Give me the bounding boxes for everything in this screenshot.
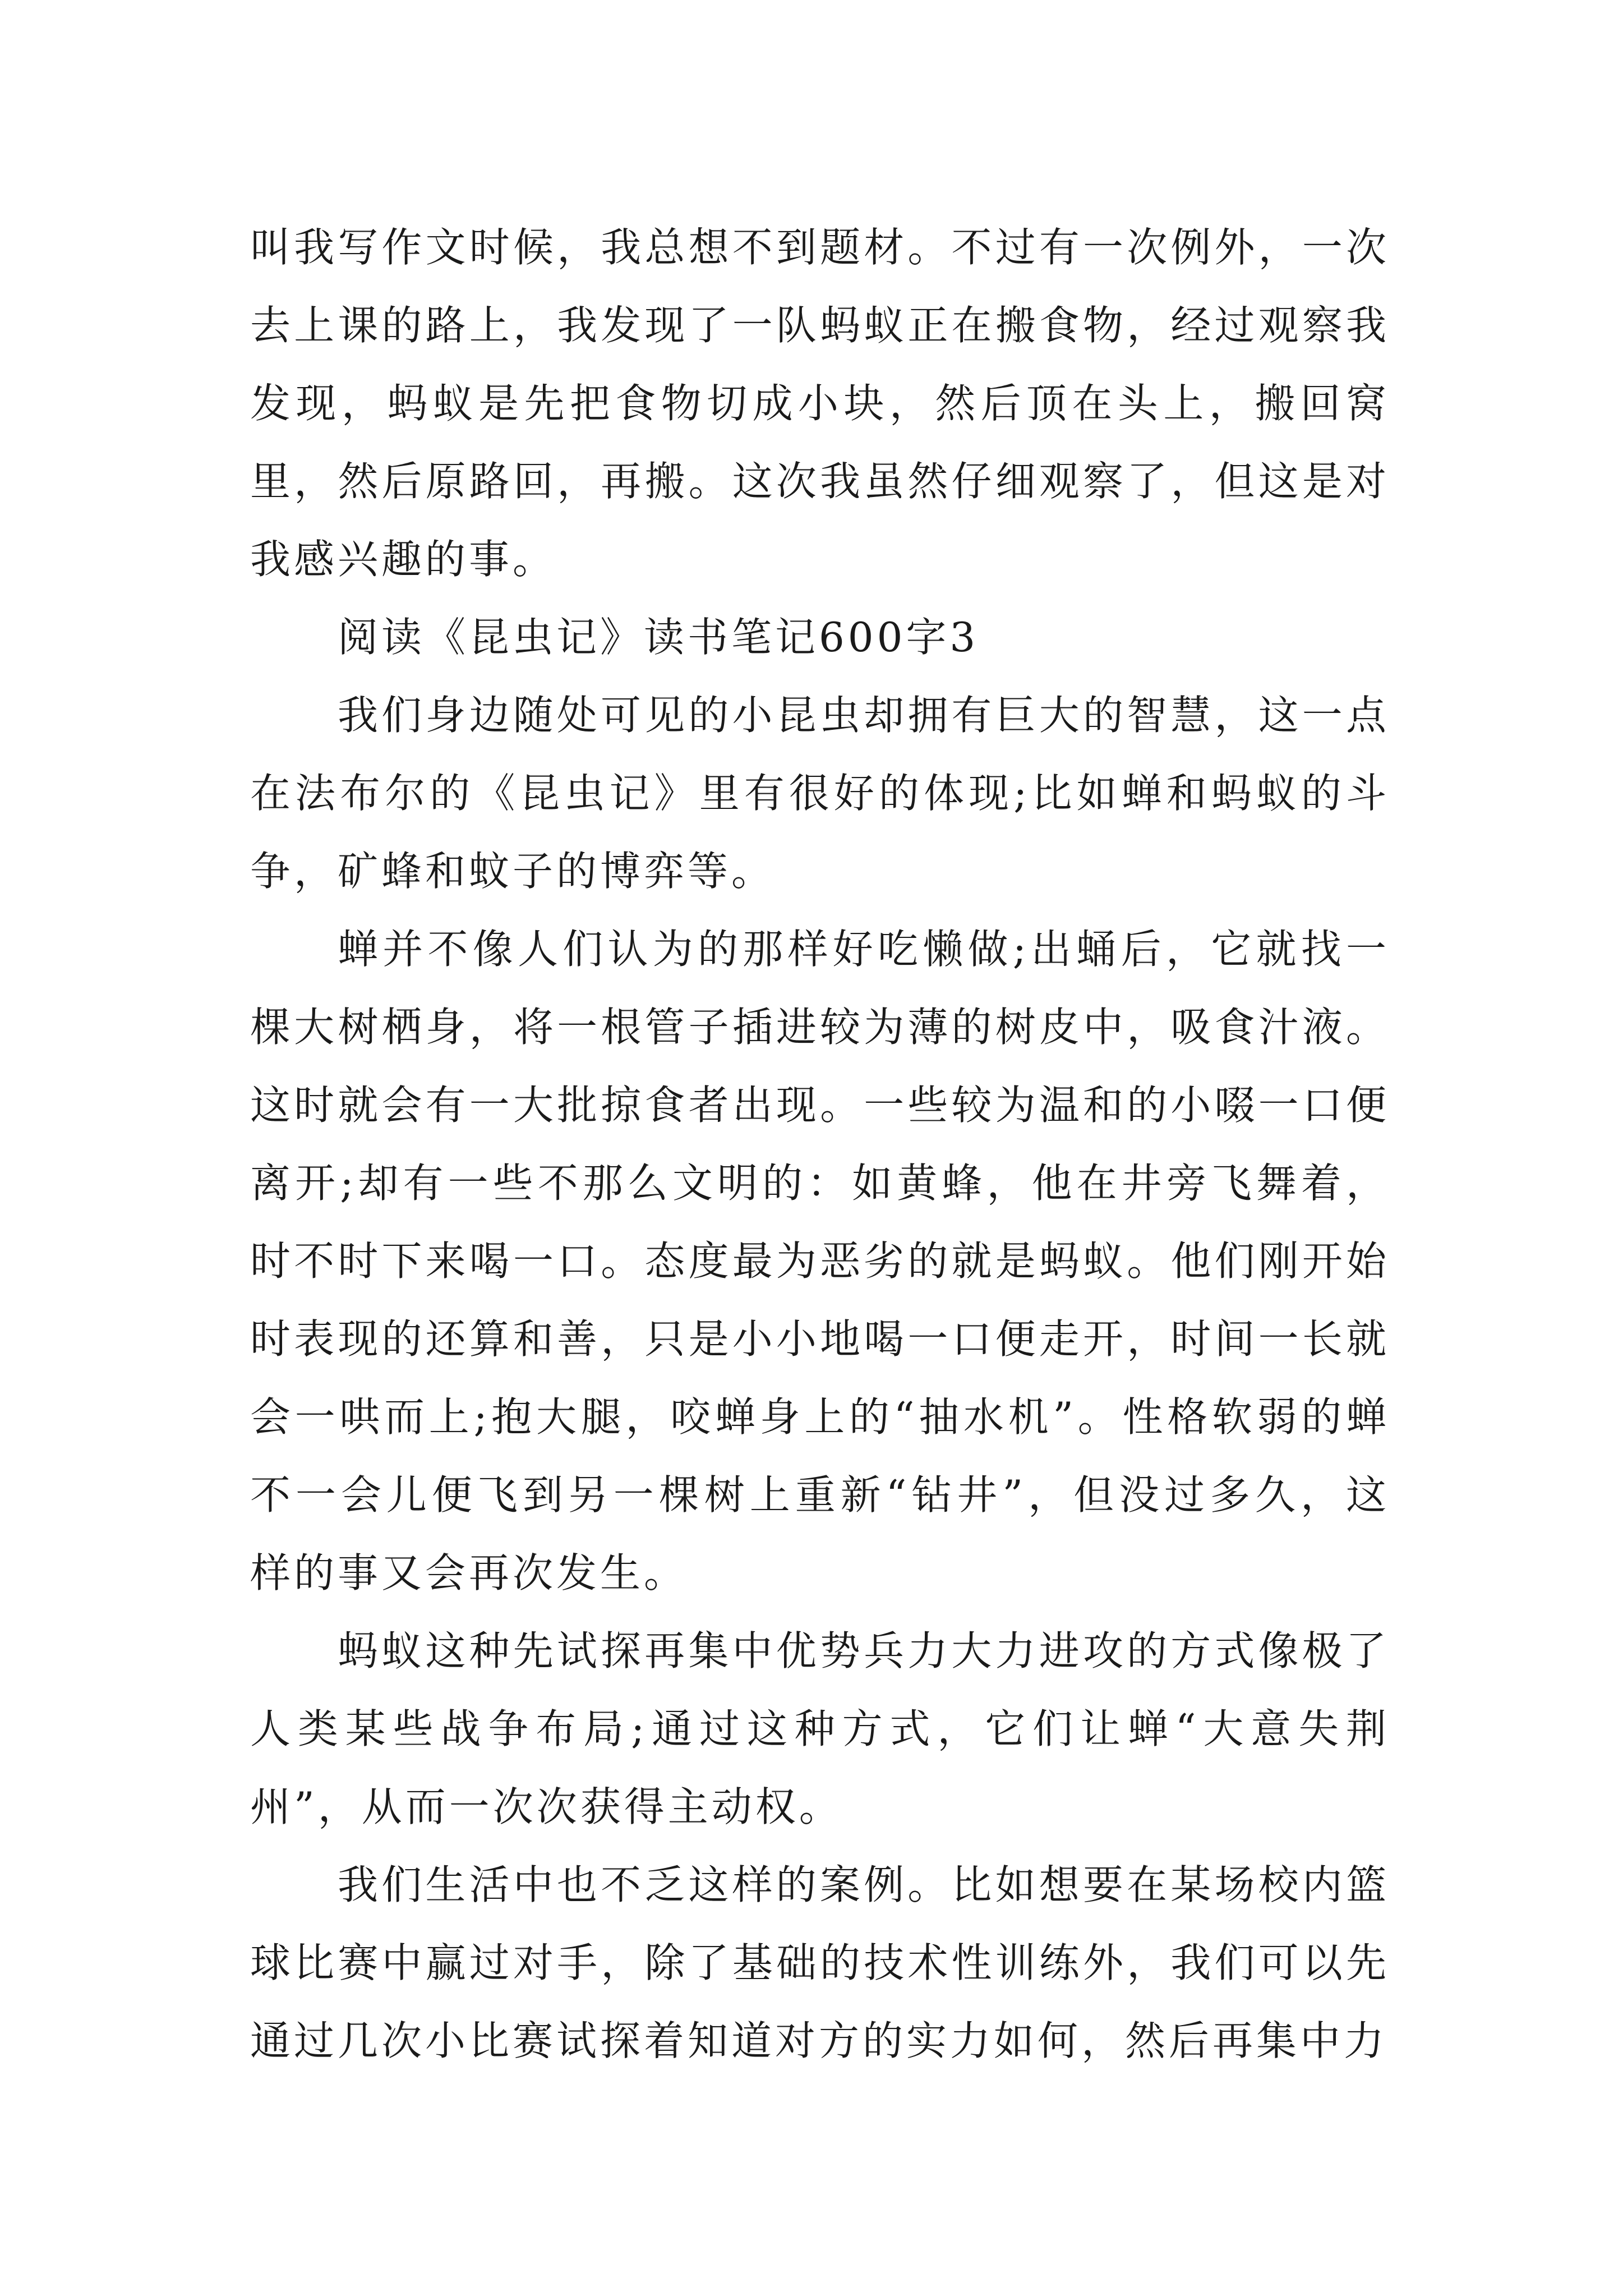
text-body bbox=[250, 209, 1390, 2080]
paragraph: 我们身边随处可见的小昆虫却拥有巨大的智慧，这一点在法布尔的《昆虫记》里有很好的体现;比如蝉和蚂蚁的斗争，矿蜂和蚊子的博弈等。 bbox=[250, 692, 1390, 895]
paragraph: 蝉并不像人们认为的那样好吃懒做;出蛹后，它就找一棵大树栖身，将一根管子插进较为薄的树皮中，吸食汁液。这时就会有一大批掠食者出现。一些较为温和的小啜一口便离开;却有一些不那么文明的：如黄蜂，他在井旁飞舞着，时不时下来喝一口。态度最为恶劣的就是蚂蚁。他们刚开始时表现的还算和善，只是小小地喝一口便走开，时间一长就会一哄而上;抱大腿，咬蝉身上的“抽水机”。性格软弱的蝉不一会儿便飞到另一棵树上重新“钻井”，但没过多久，这样的事又会再次发生。 bbox=[250, 926, 1390, 1596]
paragraph: 蚂蚁这种先试探再集中优势兵力大力进攻的方式像极了人类某些战争布局;通过这种方式，它们让蝉“大意失荆州”，从而一次次获得主动权。 bbox=[250, 1627, 1390, 1830]
paragraph: 我们生活中也不乏这样的案例。比如想要在某场校内篮球比赛中赢过对手，除了基础的技术性训练外，我们可以先通过几次小比赛试探着知道对方的实力如何，然后再集中力 bbox=[250, 1861, 1390, 2064]
section-heading: 阅读《昆虫记》读书笔记600字3 bbox=[338, 614, 979, 661]
paragraph-continuation: 叫我写作文时候，我总想不到题材。不过有一次例外，一次去上课的路上，我发现了一队蚂蚁正在搬食物，经过观察我发现，蚂蚁是先把食物切成小块，然后顶在头上，搬回窝里，然后原路回，再搬。这次我虽然仔细观察了，但这是对我感兴趣的事。 bbox=[250, 224, 1390, 583]
